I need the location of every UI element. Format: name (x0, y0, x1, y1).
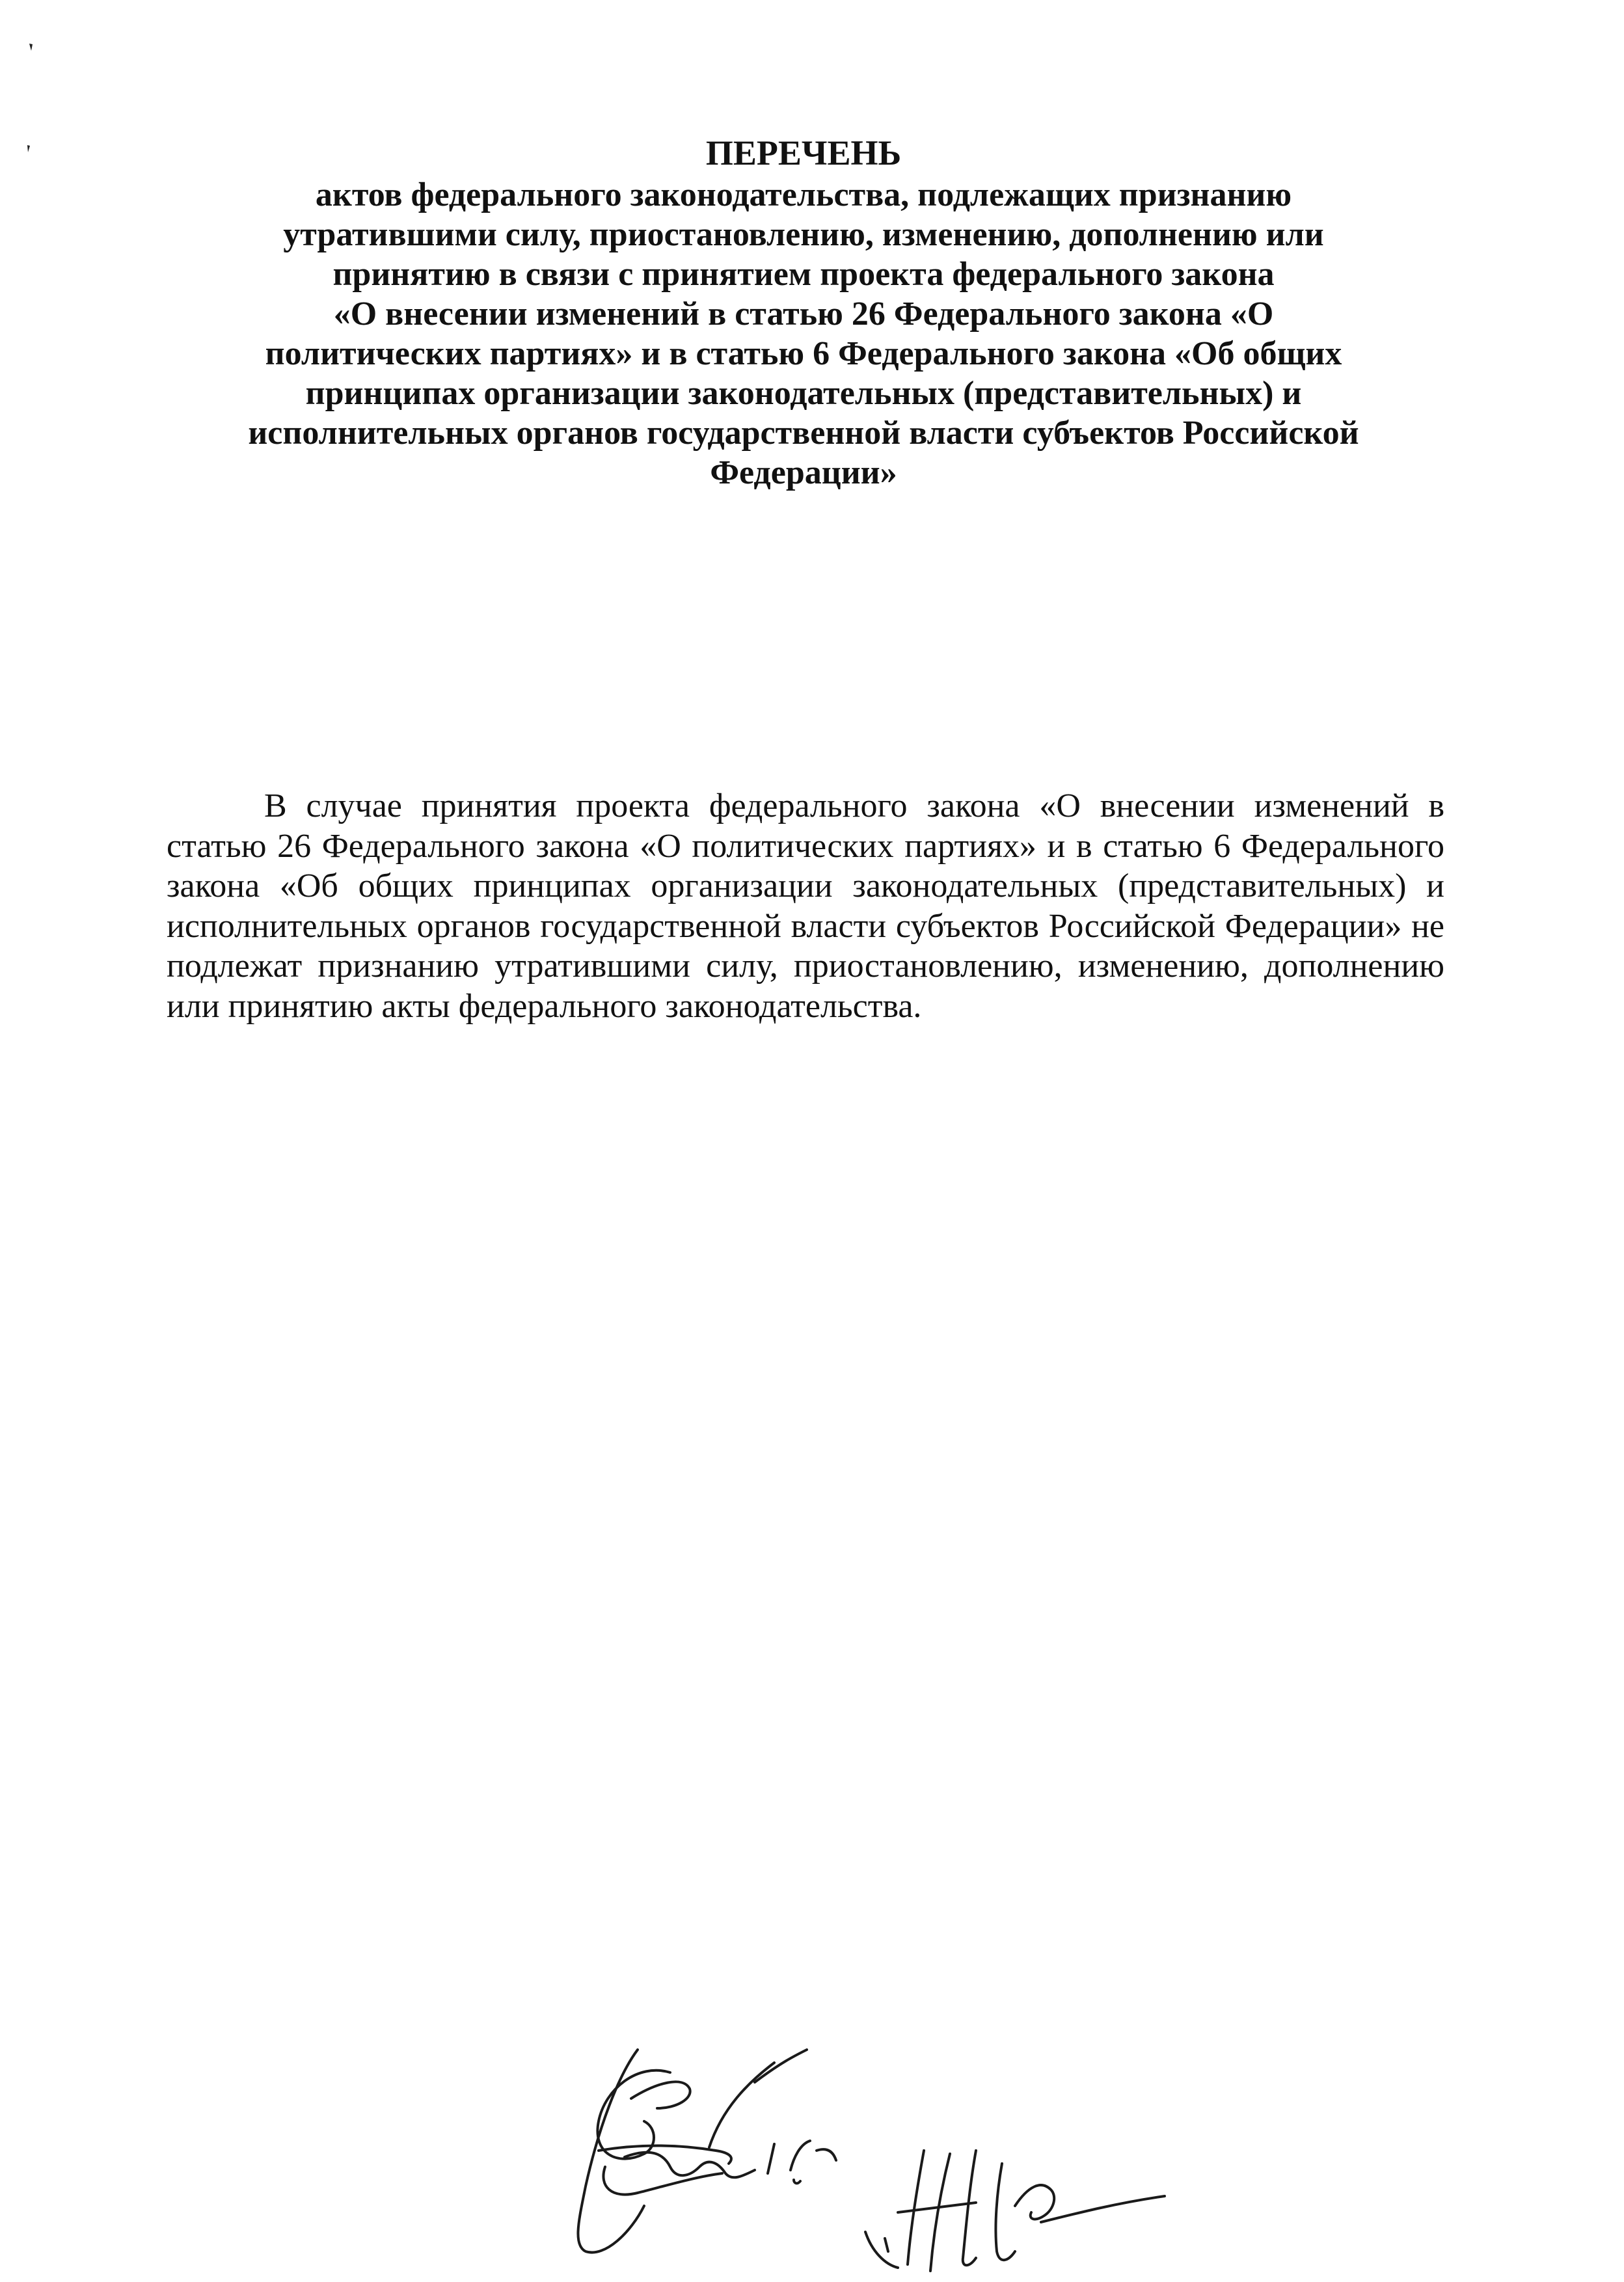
title-line: «О внесении изменений в статью 26 Федерального закона «О (333, 295, 1274, 333)
title-line: исполнительных органов государственной власти субъектов Российской (248, 414, 1359, 452)
title-line: принятию в связи с принятием проекта федерального закона (332, 256, 1275, 293)
body-paragraph: В случае принятия проекта федерального закона «О внесении изменений в статью 26 Федерального закона «О политических партиях» и в статью 6 Федерального закона «Об общих принципах организации законодательных (представительных) и исполнительных органов государственной власти субъектов Российской Федерации» не подлежат признанию утратившими силу, приостановлению, изменению, дополнению или принятию акты федерального законодательства. (167, 787, 1444, 1025)
scan-mark-icon (27, 43, 34, 52)
title-line: утратившими силу, приостановлению, изменению, дополнению или (283, 216, 1324, 253)
document-heading: ПЕРЕЧЕНЬ (705, 133, 902, 172)
title-line: Федерации» (710, 454, 897, 491)
scan-mark-icon (25, 144, 31, 154)
title-line: актов федерального законодательства, подлежащих признанию (315, 176, 1292, 213)
title-line: принципах организации законодательных (представительных) и (305, 375, 1302, 412)
signature-icon (560, 2037, 1275, 2277)
title-line: политических партиях» и в статью 6 Федерального закона «Об общих (265, 335, 1342, 372)
document-title-block (156, 133, 1451, 493)
